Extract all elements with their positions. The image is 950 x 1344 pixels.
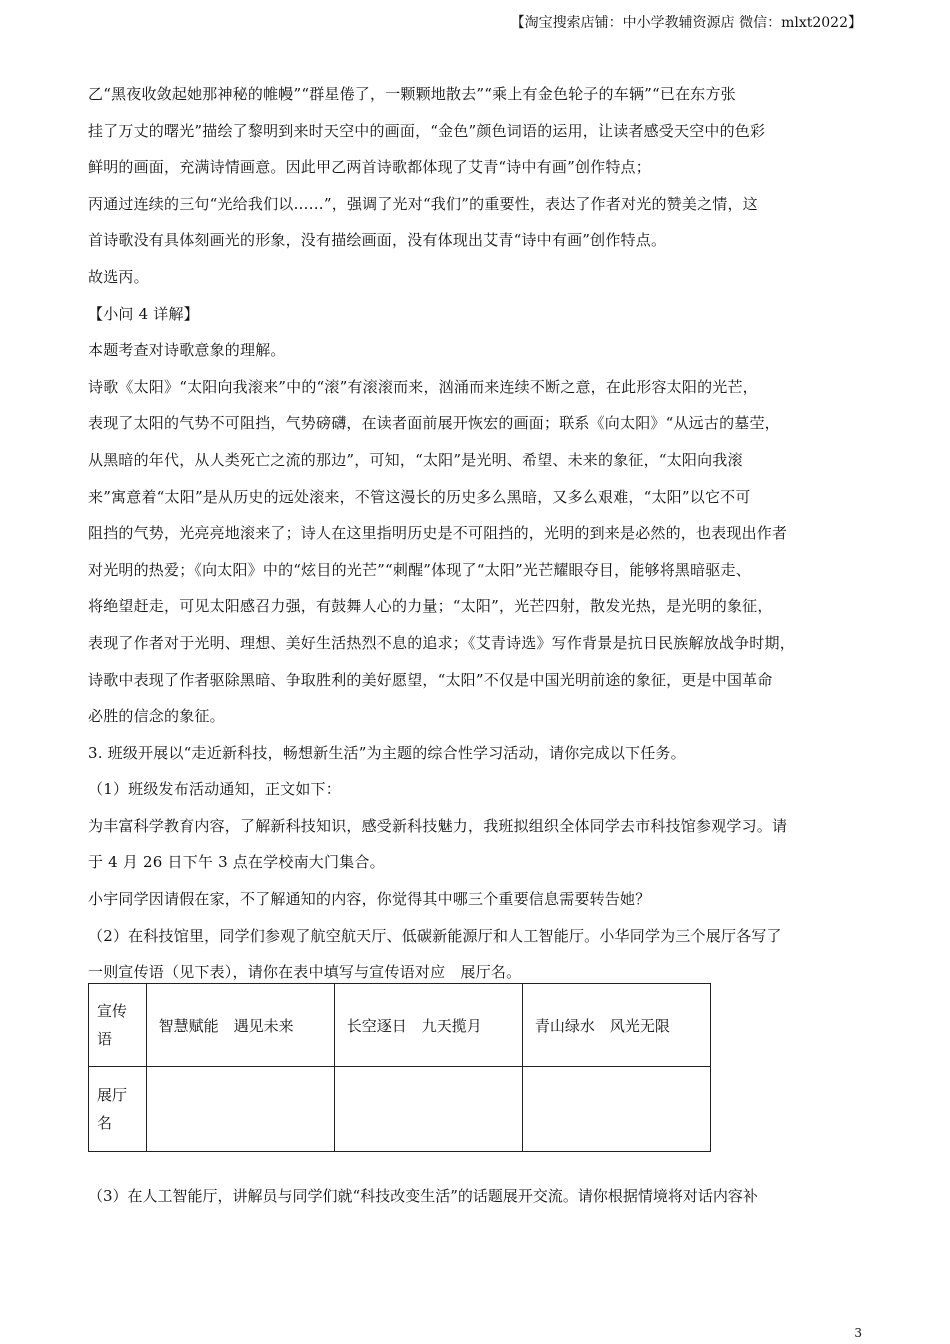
text-line: 必胜的信念的象征。 [88, 707, 225, 726]
text-line: 一则宣传语（见下表），请你在表中填写与宣传语对应 展厅名。 [88, 963, 522, 982]
table-header-cell: 宣传语 [89, 984, 147, 1067]
page-header: 【淘宝搜索店铺：中小学教辅资源店 微信：mlxt2022】 [510, 15, 862, 31]
table-row [89, 1067, 711, 1152]
text-line: 诗歌《太阳》“太阳向我滚来”中的“滚”有滚滚而来，汹涌而来连续不断之意，在此形容太阳的光芒， [88, 377, 758, 396]
document-body [88, 76, 868, 991]
slogan-table [88, 983, 711, 1152]
slogan-cell: 长空逐日 九天揽月 [334, 984, 522, 1067]
slogan-cell: 青山绿水 风光无限 [522, 984, 710, 1067]
section-heading: 【小问 4 详解】 [88, 304, 199, 323]
text-line: （1）班级发布活动通知，正文如下： [88, 780, 341, 799]
text-line: 从黑暗的年代，从人类死亡之流的那边”，可知，“太阳”是光明、希望、未来的象征，“太阳向我滚 [88, 450, 743, 469]
text-line: 来”寓意着“太阳”是从历史的远处滚来，不管这漫长的历史多么黑暗，又多么艰难，“太阳”以它不可 [88, 487, 751, 506]
text-line: 对光明的热爱；《向太阳》中的“炫目的光芒”“刺醒”体现了“太阳”光芒耀眼夺目，能够将黑暗驱走、 [88, 560, 751, 579]
slogan-cell: 智慧赋能 遇见未来 [146, 984, 334, 1067]
text-line: 阻挡的气势，光亮亮地滚来了；诗人在这里指明历史是不可阻挡的，光明的到来是必然的，也表现出作者 [88, 524, 788, 543]
page-number: 3 [854, 1326, 862, 1340]
text-line: 将绝望赶走，可见太阳感召力强，有鼓舞人心的力量；“太阳”，光芒四射，散发光热，是光明的象征， [88, 597, 773, 616]
text-line: 故选丙。 [88, 267, 149, 286]
text-line: 丙通过连续的三句“光给我们以……”，强调了光对“我们”的重要性，表达了作者对光的赞美之情，这 [88, 194, 758, 213]
text-line: 小宇同学因请假在家，不了解通知的内容，你觉得其中哪三个重要信息需要转告她？ [88, 890, 651, 909]
text-line: 挂了万丈的曙光”描绘了黎明到来时天空中的画面，“金色”颜色词语的运用，让读者感受天空中的色彩 [88, 121, 766, 140]
table-header-cell: 展厅名 [89, 1067, 147, 1152]
text-line: 表现了太阳的气势不可阻挡，气势磅礴，在读者面前展开恢宏的画面；联系《向太阳》“从远古的墓茔， [88, 414, 780, 433]
hall-name-cell[interactable] [334, 1067, 522, 1152]
table-row [89, 984, 711, 1067]
text-line: 乙“黑夜收敛起她那神秘的帷幔”“群星倦了，一颗颗地散去”“乘上有金色轮子的车辆”“已在东方张 [88, 85, 736, 103]
question-title: 3. 班级开展以“走近新科技，畅想新生活”为主题的综合性学习活动，请你完成以下任务。 [88, 743, 686, 762]
text-line: （3）在人工智能厅，讲解员与同学们就“科技改变生活”的话题展开交流。请你根据情境将对话内容补 [88, 1187, 758, 1205]
text-line: 于 4 月 26 日下午 3 点在学校南大门集合。 [88, 853, 385, 872]
text-line: （2）在科技馆里，同学们参观了航空航天厅、低碳新能源厅和人工智能厅。小华同学为三个展厅各写了 [88, 926, 782, 945]
hall-name-cell[interactable] [146, 1067, 334, 1152]
text-line: 鲜明的画面，充满诗情画意。因此甲乙两首诗歌都体现了艾青“诗中有画”创作特点； [88, 158, 651, 177]
text-line: 诗歌中表现了作者驱除黑暗、争取胜利的美好愿望，“太阳”不仅是中国光明前途的象征，更是中国革命 [88, 670, 773, 689]
text-line: 表现了作者对于光明、理想、美好生活热烈不息的追求；《艾青诗选》写作背景是抗日民族解放战争时期， [88, 633, 795, 652]
text-line: 本题考查对诗歌意象的理解。 [88, 341, 286, 360]
text-line: 首诗歌没有具体刻画光的形象，没有描绘画面，没有体现出艾青“诗中有画”创作特点。 [88, 231, 667, 250]
text-line: 为丰富科学教育内容，了解新科技知识，感受新科技魅力，我班拟组织全体同学去市科技馆参观学习。请 [88, 816, 788, 835]
hall-name-cell[interactable] [522, 1067, 710, 1152]
